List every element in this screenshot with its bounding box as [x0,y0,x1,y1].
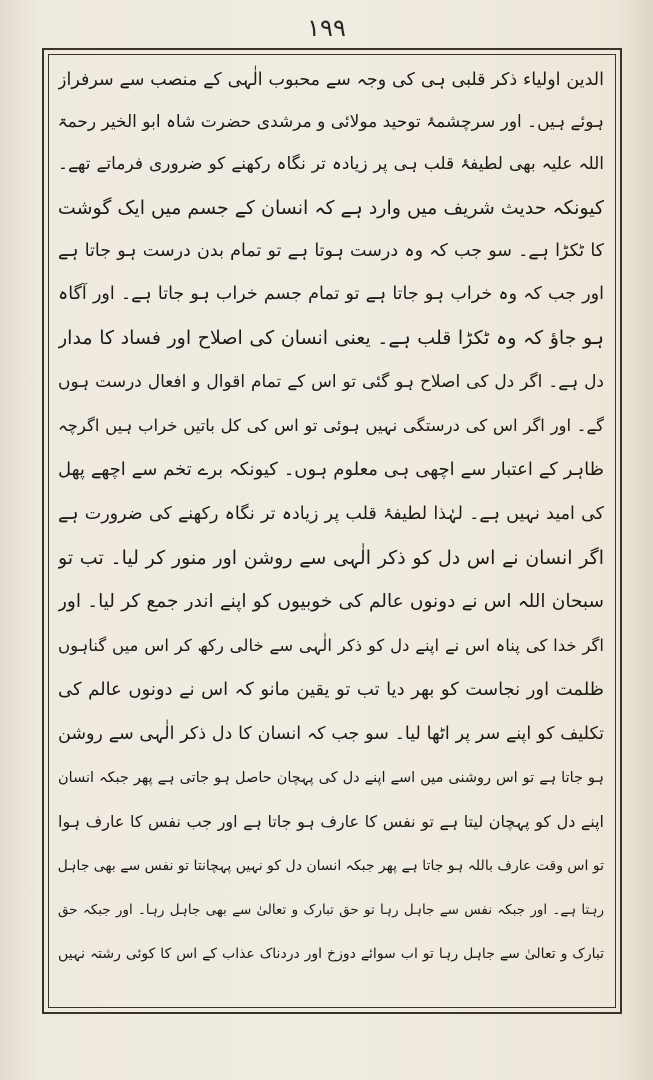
text-line: ہو جاتا ہے تو اس روشنی میں اسے اپنے دل کی پہچان حاصل ہو جاتی ہے پھر جبکہ انسان [58,770,604,786]
page-body-text [58,58,604,998]
text-line: دل ہے۔ اگر دل کی اصلاح ہو گئی تو اس کے تمام اقوال و افعال درست ہوں [58,372,604,392]
text-line: گے۔ اور اگر اس کی درستگی نہیں ہوئی تو اس کی کل باتیں خراب ہیں اگرچہ [58,416,604,435]
text-line: ہو جاؤ کہ وہ ٹکڑا قلب ہے۔ یعنی انسان کی اصلاح اور فساد کا مدار [58,327,604,349]
text-line: اگر خدا کی پناہ اس نے اپنے دل کو ذکر الٰہی سے خالی رکھ کر اس میں گناہوں [58,636,604,655]
text-line: رہتا ہے۔ اور جبکہ نفس سے جاہل رہا تو حق تبارک و تعالیٰ سے بھی جاہل رہا۔ اور جبکہ حق [58,902,604,918]
text-line: ہوئے ہیں۔ اور سرچشمۂ توحید مولائی و مرشدی حضرت شاہ ابو الخیر رحمۃ [58,112,604,132]
text-line: اور جب کہ وہ خراب ہو جاتا ہے تو تمام جسم خراب ہو جاتا ہے۔ اور آگاہ [58,284,604,304]
text-line: کا ٹکڑا ہے۔ سو جب کہ وہ درست ہوتا ہے تو تمام بدن درست ہو جاتا ہے [58,241,604,261]
text-line: تکلیف کو اپنے سر پر اٹھا لیا۔ سو جب کہ انسان کا دل ذکر الٰہی سے روشن [58,724,604,744]
text-line: کیونکہ حدیث شریف میں وارد ہے کہ انسان کے جسم میں ایک گوشت [58,197,604,219]
text-line: اپنے دل کو پہچان لیتا ہے تو نفس کا عارف ہو جاتا ہے اور جب نفس کا عارف ہوا [58,812,604,831]
text-line: سبحان اللہ اس نے دونوں عالم کی خوبیوں کو اپنے اندر جمع کر لیا۔ اور [58,591,604,612]
text-line: اگر انسان نے اس دل کو ذکر الٰہی سے روشن اور منور کر لیا۔ تب تو [58,547,604,569]
text-line: اللہ علیہ بھی لطیفۂ قلب ہی پر زیادہ تر نگاہ رکھنے کو ضروری فرماتے تھے۔ [58,154,604,174]
text-line: ظلمت اور نجاست کو بھر دیا تب تو یقین مانو کہ اس نے دونوں عالم کی [58,679,604,700]
text-line: تو اس وقت عارف باللہ ہو جاتا ہے پھر جبکہ انسان دل کو نہیں پہچانتا تو نفس سے بھی جاہل [58,858,604,874]
text-line: تبارک و تعالیٰ سے جاہل رہا تو اب سوائے دوزخ اور دردناک عذاب کے اس کا کوئی رشتہ نہیں [58,946,604,962]
text-line: الدین اولیاء ذکر قلبی ہی کی وجہ سے محبوب الٰہی کے منصب سے سرفراز [58,70,604,90]
text-line: کی امید نہیں ہے۔ لہٰذا لطیفۂ قلب پر زیادہ تر نگاہ رکھنے کی ضرورت ہے [58,504,604,524]
page-number: ١٩٩ [307,14,346,42]
text-line: ظاہر کے اعتبار سے اچھی ہی معلوم ہوں۔ کیونکہ برے تخم سے اچھے پھل [58,459,604,480]
